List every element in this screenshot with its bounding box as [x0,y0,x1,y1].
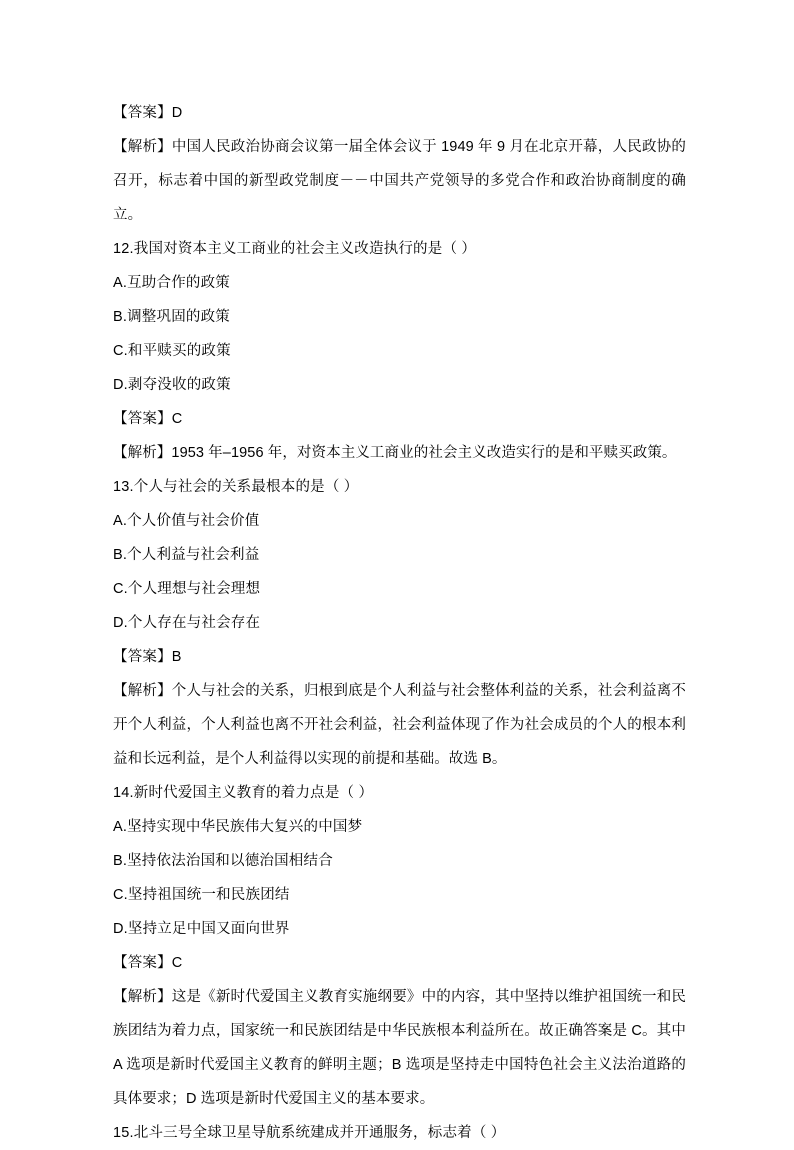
question-line: 12.我国对资本主义工商业的社会主义改造执行的是（ ） [113,241,477,257]
option-line: A.坚持实现中华民族伟大复兴的中国梦 [113,819,363,835]
document-body [113,96,686,1150]
option-line: A.互助合作的政策 [113,275,230,291]
option-line: C.和平赎买的政策 [113,343,231,359]
answer-line: 【答案】B [113,649,182,665]
analysis-paragraph: 【解析】1953 年–1956 年，对资本主义工商业的社会主义改造实行的是和平赎买政策。 [113,445,677,461]
option-line: B.调整巩固的政策 [113,309,230,325]
question-line: 13.个人与社会的关系最根本的是（ ） [113,479,359,495]
analysis-paragraph: 【解析】个人与社会的关系，归根到底是个人利益与社会整体利益的关系，社会利益离不开个人利益，个人利益也离不开社会利益，社会利益体现了作为社会成员的个人的根本利益和长远利益，是个人利益得以实现的前提和基础。故选 B。 [113,683,686,767]
question-line: 14.新时代爱国主义教育的着力点是（ ） [113,785,374,801]
answer-line: 【答案】C [113,411,183,427]
option-line: A.个人价值与社会价值 [113,513,260,529]
option-line: C.个人理想与社会理想 [113,581,261,597]
analysis-paragraph: 【解析】这是《新时代爱国主义教育实施纲要》中的内容，其中坚持以维护祖国统一和民族团结为着力点，国家统一和民族团结是中华民族根本利益所在。故正确答案是 C。其中 A 选项是新时代爱国主义教育的鲜明主题；B 选项是坚持走中国特色社会主义法治道路的具体要求；D 选项是新时代爱国主义的基本要求。 [113,989,686,1107]
question-line: 15.北斗三号全球卫星导航系统建成并开通服务，标志着（ ） [113,1125,506,1141]
option-line: D.剥夺没收的政策 [113,377,231,393]
option-line: D.坚持立足中国又面向世界 [113,921,290,937]
option-line: B.个人利益与社会利益 [113,547,260,563]
analysis-paragraph: 【解析】中国人民政治协商会议第一届全体会议于 1949 年 9 月在北京开幕，人民政协的召开，标志着中国的新型政党制度－－中国共产党领导的多党合作和政治协商制度的确立。 [113,139,686,223]
answer-line: 【答案】C [113,955,183,971]
answer-line: 【答案】D [113,105,183,121]
option-line: C.坚持祖国统一和民族团结 [113,887,290,903]
option-line: B.坚持依法治国和以德治国相结合 [113,853,333,869]
option-line: D.个人存在与社会存在 [113,615,261,631]
